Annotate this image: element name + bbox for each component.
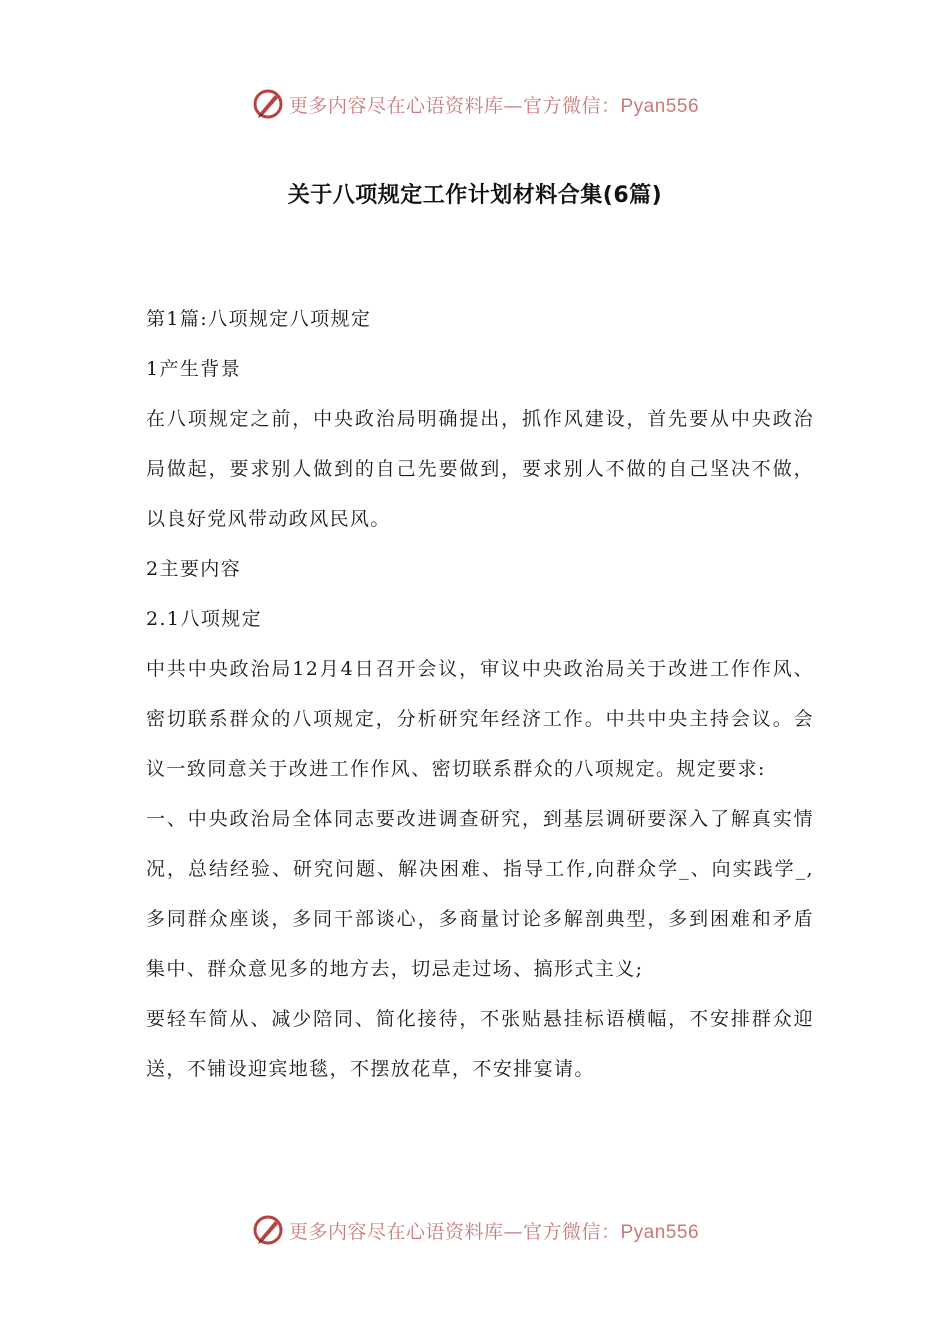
pen-circle-logo-icon: [251, 1213, 285, 1247]
section-heading-main-content: 2主要内容: [146, 558, 242, 580]
paragraph-rule-one: 一、中央政治局全体同志要改进调查研究，到基层调研要深入了解真实情况，总结经验、研究问题、解决困难、指导工作,向群众学_、向实践学_,多同群众座谈，多同干部谈心，多商量讨论多解剖典型，多到困难和矛盾集中、群众意见多的地方去，切忌走过场、搞形式主义;: [146, 808, 814, 980]
document-title: 关于八项规定工作计划材料合集(6篇): [287, 183, 663, 208]
paragraph-meeting: 中共中央政治局12月4日召开会议，审议中央政治局关于改进工作作风、密切联系群众的八项规定，分析研究年经济工作。中共中央主持会议。会议一致同意关于改进工作作风、密切联系群众的八项规定。规定要求:: [146, 658, 814, 780]
paragraph-background: 在八项规定之前，中央政治局明确提出，抓作风建设，首先要从中央政治局做起，要求别人做到的自己先要做到，要求别人不做的自己坚决不做，以良好党风带动政风民风。: [146, 408, 814, 530]
footer-watermark-banner: [0, 1208, 950, 1252]
paragraph-reception: 要轻车简从、减少陪同、简化接待，不张贴悬挂标语横幅，不安排群众迎送，不铺设迎宾地毯，不摆放花草，不安排宴请。: [146, 1008, 814, 1080]
wechat-id: Pyan556: [620, 1221, 700, 1243]
banner-text: 更多内容尽在心语资料库—官方微信：Pyan556: [288, 1220, 700, 1243]
article-heading: 第1篇:八项规定八项规定: [146, 308, 372, 330]
subsection-heading-eight-rules: 2.1八项规定: [146, 608, 263, 630]
header-watermark-banner: [0, 82, 950, 126]
document-body: [146, 294, 814, 1094]
banner-text: 更多内容尽在心语资料库—官方微信：Pyan556: [288, 94, 700, 117]
pen-circle-logo-icon: [251, 87, 285, 121]
section-heading-background: 1产生背景: [146, 358, 242, 380]
wechat-id: Pyan556: [620, 95, 700, 117]
